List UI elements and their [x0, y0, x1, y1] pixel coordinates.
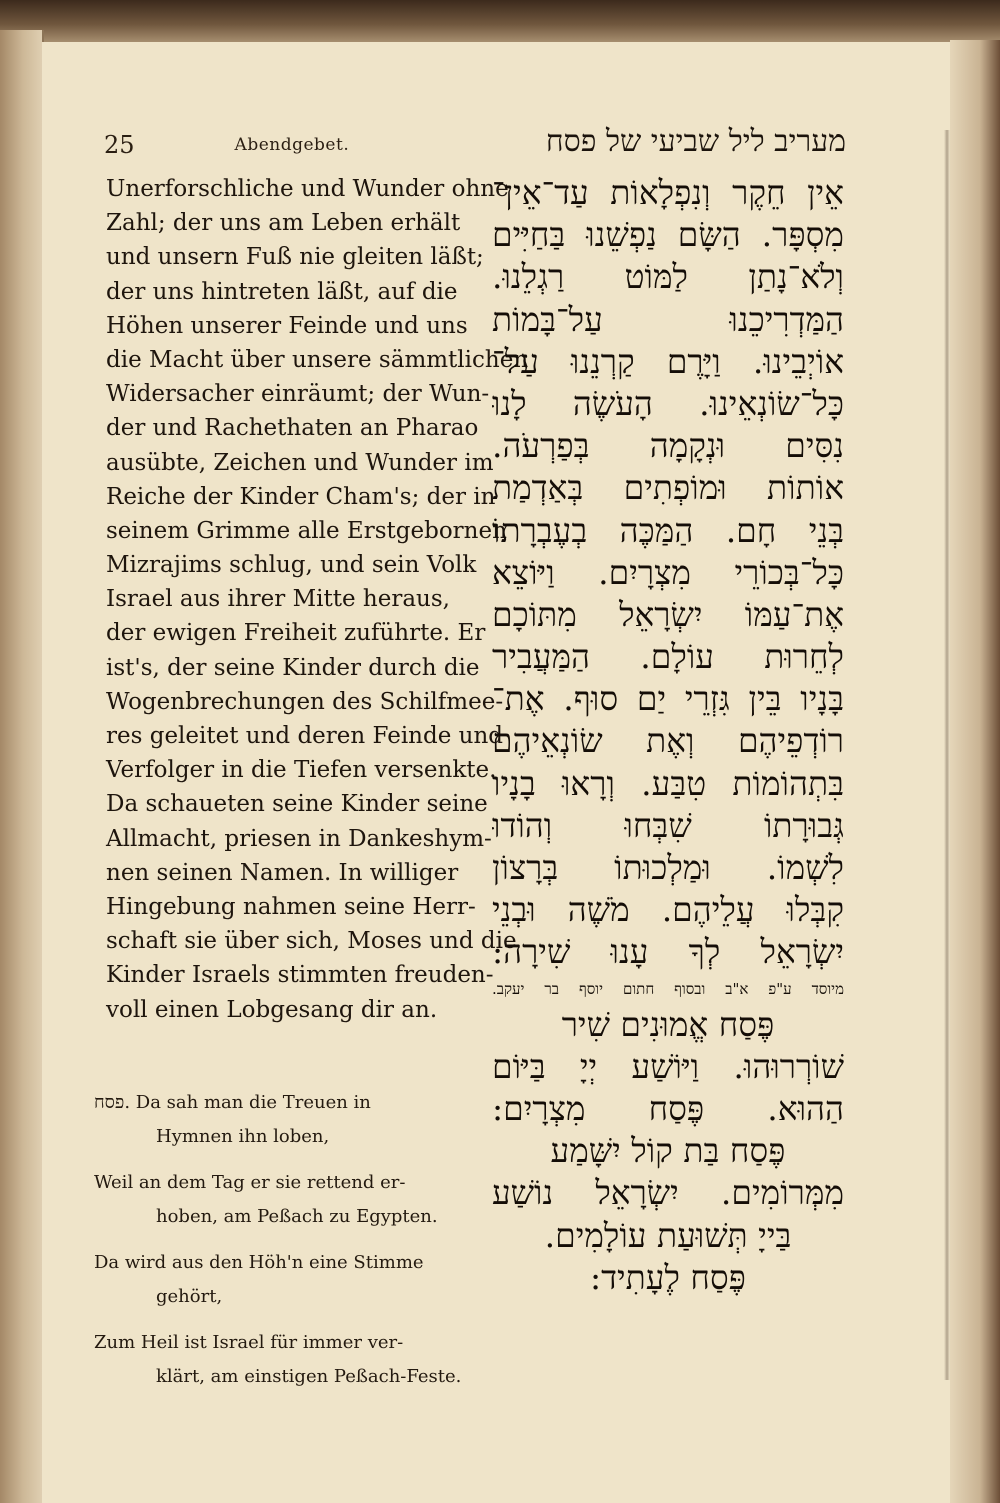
german-line: Hingebung nahmen seine Herr-	[106, 893, 476, 920]
hebrew-poem-line: מִמְּרוֹמִים. יִשְׂרָאֵל נוֹשַׁע	[492, 1173, 844, 1213]
hebrew-line: לְחֵרוּת עוֹלָם. הַמַּעֲבִיר	[492, 637, 844, 677]
german-paragraph	[106, 172, 529, 1027]
german-line: der uns hintreten läßt, auf die	[106, 278, 458, 305]
german-line: der ewigen Freiheit zuführte. Er	[106, 620, 486, 647]
german-line: und unsern Fuß nie gleiten läßt;	[106, 244, 484, 271]
poem-line: Zum Heil ist Israel für immer ver-	[94, 1332, 404, 1353]
poem-line-continued: klärt, am einstigen Peßach-Feste.	[156, 1366, 462, 1387]
hebrew-line: לִשְׁמוֹ. וּמַלְכוּתוֹ בְּרָצוֹן	[492, 848, 844, 887]
poem-line-continued: Hymnen ihn loben,	[156, 1126, 330, 1147]
hebrew-note: מיוסד ע"פ א"ב ובסוף חתום יוסף בר יעקב.	[492, 979, 844, 998]
german-line: Mizrajims schlug, und sein Volk	[106, 552, 477, 579]
german-line: Israel aus ihrer Mitte heraus,	[106, 586, 450, 613]
german-line: voll einen Lobgesang dir an.	[106, 996, 438, 1023]
hebrew-line: אוֹיְבֵינוּ. וַיָּרֶם קַרְנֵנוּ עַל־	[492, 341, 844, 381]
hebrew-line: בִּתְהוֹמוֹת טִבַּע. וְרָאוּ בָנָיו	[492, 763, 844, 803]
german-line: Unerforschliche und Wunder ohne	[106, 176, 509, 202]
page-number: 25	[104, 131, 135, 159]
poem-line-continued: hoben, am Peßach zu Egypten.	[156, 1206, 438, 1227]
page-shadow-line	[944, 130, 950, 1380]
running-title: Abendgebet.	[234, 135, 350, 155]
poem-line: פסח. Da sah man die Treuen in	[94, 1092, 371, 1113]
german-line: ist's, der seine Kinder durch die	[106, 654, 480, 681]
hebrew-line: נִסִּים וּנְקָמָה בְּפַרְעֹה.	[492, 426, 844, 466]
hebrew-line: הַמַּדְרִיכֵנוּ עַל־בָּמוֹת	[492, 299, 844, 339]
hebrew-line: יִשְׂרָאֵל לְךָ עָנוּ שִׁירָה:	[492, 932, 844, 972]
german-line: Widersacher einräumt; der Wun-	[106, 381, 490, 408]
german-line: Verfolger in die Tiefen versenkte.	[106, 757, 497, 784]
book-left-edge	[0, 30, 44, 1503]
german-line: Höhen unserer Feinde und uns	[106, 312, 468, 339]
hebrew-line: אוֹתוֹת וּמוֹפְתִים בְּאַדְמַת	[492, 468, 844, 508]
german-line: Zahl; der uns am Leben erhält	[106, 210, 461, 237]
hebrew-line: כָּל־בְּכוֹרֵי מִצְרָיִם. וַיּוֹצֵא	[492, 552, 844, 592]
hebrew-line: קִבְּלוּ עֲלֵיהֶם. מֹשֶׁה וּבְנֵי	[492, 890, 844, 930]
hebrew-line: אֵין חֵקֶר וְנִפְלָאוֹת עַד־אֵין־	[492, 173, 844, 212]
hebrew-poem-line: הַהוּא. פֶּסַח מִצְרָיִם:	[492, 1088, 844, 1128]
poem-line-continued: gehört,	[156, 1286, 223, 1307]
german-line: Allmacht, priesen in Dankeshym-	[106, 825, 492, 852]
german-poem	[94, 1086, 478, 1394]
poem-line: Da wird aus den Höh'n eine Stimme	[94, 1252, 424, 1273]
german-line: Wogenbrechungen des Schilfmee-	[106, 688, 504, 715]
page-header-left	[104, 128, 484, 162]
german-line: nen seinen Namen. In williger	[106, 859, 459, 886]
german-line: seinem Grimme alle Erstgebornen	[106, 517, 507, 544]
german-line: die Macht über unsere sämmtlichen	[106, 346, 529, 373]
hebrew-poem-line: בַּייָ תְּשׁוּעַת עוֹלָמִים.	[544, 1215, 792, 1255]
german-line: Da schaueten seine Kinder seine	[106, 791, 488, 818]
hebrew-poem-line: פֶּסַח בַּת קוֹל יִשָּׁמַע	[550, 1131, 786, 1171]
german-line: res geleitet und deren Feinde und	[106, 723, 503, 749]
hebrew-line: כָּל־שׂוֹנְאֵינוּ. הָעֹשֶׂה לָנוּ	[492, 383, 844, 423]
german-line: schaft sie über sich, Moses und die	[106, 928, 517, 955]
hebrew-poem-line: פֶּסַח לֶעָתִיד:	[590, 1257, 746, 1297]
german-line: der und Rachethaten an Pharao	[106, 415, 479, 442]
hebrew-poem-line: פֶּסַח אֱמוּנִים שִׁיר	[561, 1004, 775, 1044]
book-top-edge	[0, 0, 1000, 48]
hebrew-line: בְּנֵי חָם. הַמַּכֶּה בְעֶבְרָתוֹ	[492, 510, 844, 550]
hebrew-poem-line: שׁוֹרְרוּהוּ. וַיּוֹשַׁע יְיָ בַּיּוֹם	[492, 1046, 844, 1086]
hebrew-line: בָּנָיו בֵּין גִּזְרֵי יַם סוּף. אֶת־	[492, 679, 844, 719]
hebrew-line: גְּבוּרָתוֹ שִׁבְּחוּ וְהוֹדוּ	[492, 805, 844, 845]
poem-line: Weil an dem Tag er sie rettend er-	[94, 1172, 406, 1193]
book-right-edge	[950, 40, 1000, 1503]
hebrew-line: אֶת־עַמּוֹ יִשְׂרָאֵל מִתּוֹכָם	[492, 594, 844, 634]
german-line: Reiche der Kinder Cham's; der in	[106, 483, 496, 510]
hebrew-text-column	[492, 172, 844, 1299]
german-line: Kinder Israels stimmten freuden-	[106, 962, 494, 989]
hebrew-line: מִסְפָּר. הַשָּׂם נַפְשֵׁנוּ בַּחַיִּים	[492, 215, 844, 255]
hebrew-line: וְלֹא־נָתַן לַמּוֹט רַגְלֵנוּ.	[492, 257, 844, 297]
hebrew-header-title: מעריב ליל שביעי של פסח	[545, 124, 846, 159]
german-line: ausübte, Zeichen und Wunder im	[106, 449, 494, 476]
hebrew-line: רוֹדְפֵיהֶם וְאֶת שׂוֹנְאֵיהֶם	[492, 721, 844, 761]
